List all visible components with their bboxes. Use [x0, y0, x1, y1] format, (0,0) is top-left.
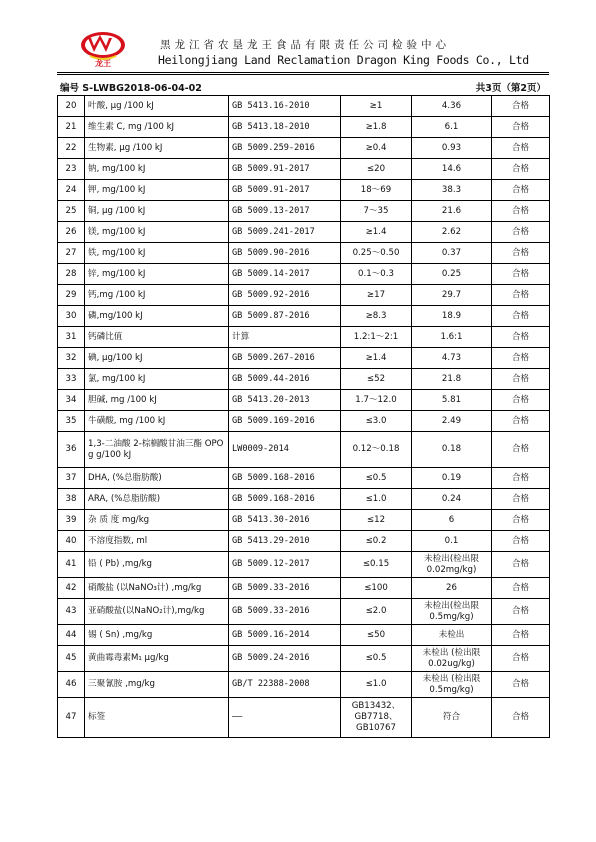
- row-number: 32: [58, 348, 85, 369]
- table-row: [58, 306, 550, 327]
- test-result: 21.6: [412, 201, 492, 222]
- test-result: 未检出: [412, 625, 492, 646]
- verdict: 合格: [492, 698, 550, 738]
- specification: 1.2:1～2:1: [341, 327, 412, 348]
- verdict: 合格: [492, 327, 550, 348]
- row-number: 46: [58, 672, 85, 698]
- specification: ≥8.3: [341, 306, 412, 327]
- row-number: 37: [58, 468, 85, 489]
- test-result: 未检出(检出限 0.5mg/kg): [412, 599, 492, 625]
- row-number: 41: [58, 552, 85, 578]
- row-number: 38: [58, 489, 85, 510]
- specification: ≤0.5: [341, 468, 412, 489]
- specification: ≤3.0: [341, 411, 412, 432]
- verdict: 合格: [492, 159, 550, 180]
- specification: ≤12: [341, 510, 412, 531]
- table-row: [58, 468, 550, 489]
- test-method: GB 5009.44-2016: [229, 369, 341, 390]
- item-name: 生物素, μg /100 kJ: [85, 138, 229, 159]
- specification: 0.1～0.3: [341, 264, 412, 285]
- table-row: [58, 138, 550, 159]
- table-row: [58, 348, 550, 369]
- test-method: GB 5413.29-2010: [229, 531, 341, 552]
- table-row: [58, 698, 550, 738]
- test-method: GB 5009.168-2016: [229, 468, 341, 489]
- test-result: 0.1: [412, 531, 492, 552]
- specification: ≤1.0: [341, 489, 412, 510]
- item-name: 胆碱, mg /100 kJ: [85, 390, 229, 411]
- row-number: 47: [58, 698, 85, 738]
- test-method: GB 5009.14-2017: [229, 264, 341, 285]
- specification: ≤2.0: [341, 599, 412, 625]
- test-method: GB 5413.30-2016: [229, 510, 341, 531]
- header-rule-top: [57, 72, 549, 73]
- table-row: [58, 96, 550, 117]
- test-result: 0.24: [412, 489, 492, 510]
- specification: GB13432、GB7718、GB10767: [341, 698, 412, 738]
- test-result: 38.3: [412, 180, 492, 201]
- test-result: 6.1: [412, 117, 492, 138]
- table-row: [58, 369, 550, 390]
- test-method: GB 5009.16-2014: [229, 625, 341, 646]
- verdict: 合格: [492, 625, 550, 646]
- verdict: 合格: [492, 201, 550, 222]
- row-number: 34: [58, 390, 85, 411]
- specification: ≤50: [341, 625, 412, 646]
- test-result: 1.6:1: [412, 327, 492, 348]
- table-row: [58, 646, 550, 672]
- document-number: 编号 S-LWBG2018-06-04-02: [60, 83, 202, 94]
- test-method: GB 5009.33-2016: [229, 599, 341, 625]
- test-results-table: [57, 95, 550, 738]
- test-result: 2.49: [412, 411, 492, 432]
- specification: 0.25～0.50: [341, 243, 412, 264]
- specification: 7～35: [341, 201, 412, 222]
- test-result: 29.7: [412, 285, 492, 306]
- verdict: 合格: [492, 222, 550, 243]
- table-row: [58, 285, 550, 306]
- table-row: [58, 264, 550, 285]
- test-result: 4.36: [412, 96, 492, 117]
- test-method: GB 5413.20-2013: [229, 390, 341, 411]
- item-name: 钾, mg/100 kJ: [85, 180, 229, 201]
- specification: ≤100: [341, 578, 412, 599]
- item-name: 亚硝酸盐(以NaNO₂计),mg/kg: [85, 599, 229, 625]
- row-number: 39: [58, 510, 85, 531]
- test-result: 2.62: [412, 222, 492, 243]
- row-number: 45: [58, 646, 85, 672]
- test-method: LW0009-2014: [229, 432, 341, 468]
- row-number: 26: [58, 222, 85, 243]
- verdict: 合格: [492, 531, 550, 552]
- specification: ≥1.8: [341, 117, 412, 138]
- test-method: GB/T 22388-2008: [229, 672, 341, 698]
- row-number: 30: [58, 306, 85, 327]
- table-row: [58, 672, 550, 698]
- test-result: 4.73: [412, 348, 492, 369]
- test-result: 未检出 (检出限 0.02ug/kg): [412, 646, 492, 672]
- row-number: 21: [58, 117, 85, 138]
- item-name: 杂 质 度 mg/kg: [85, 510, 229, 531]
- specification: ≤0.2: [341, 531, 412, 552]
- verdict: 合格: [492, 510, 550, 531]
- row-number: 31: [58, 327, 85, 348]
- verdict: 合格: [492, 180, 550, 201]
- verdict: 合格: [492, 264, 550, 285]
- verdict: 合格: [492, 390, 550, 411]
- row-number: 25: [58, 201, 85, 222]
- verdict: 合格: [492, 468, 550, 489]
- row-number: 22: [58, 138, 85, 159]
- test-result: 18.9: [412, 306, 492, 327]
- table-row: [58, 411, 550, 432]
- test-result: 26: [412, 578, 492, 599]
- test-result: 0.93: [412, 138, 492, 159]
- row-number: 28: [58, 264, 85, 285]
- item-name: 磷,mg/100 kJ: [85, 306, 229, 327]
- test-result: 0.18: [412, 432, 492, 468]
- test-result: 14.6: [412, 159, 492, 180]
- test-method: GB 5009.91-2017: [229, 159, 341, 180]
- verdict: 合格: [492, 138, 550, 159]
- test-result: 6: [412, 510, 492, 531]
- table-row: [58, 510, 550, 531]
- verdict: 合格: [492, 348, 550, 369]
- verdict: 合格: [492, 552, 550, 578]
- test-result: 0.19: [412, 468, 492, 489]
- table-row: [58, 489, 550, 510]
- row-number: 20: [58, 96, 85, 117]
- row-number: 24: [58, 180, 85, 201]
- item-name: 钙,mg /100 kJ: [85, 285, 229, 306]
- item-name: 标签: [85, 698, 229, 738]
- verdict: 合格: [492, 432, 550, 468]
- test-result: 符合: [412, 698, 492, 738]
- specification: ≤52: [341, 369, 412, 390]
- table-row: [58, 578, 550, 599]
- test-result: 未检出 (检出限 0.5mg/kg): [412, 672, 492, 698]
- org-name-cn: 黑龙江省农垦龙王食品有限责任公司检验中心: [160, 39, 450, 51]
- test-method: GB 5413.18-2010: [229, 117, 341, 138]
- table-row: [58, 552, 550, 578]
- table-row: [58, 599, 550, 625]
- test-method: GB 5009.168-2016: [229, 489, 341, 510]
- table-row: [58, 432, 550, 468]
- test-method: 计算: [229, 327, 341, 348]
- test-method: GB 5413.16-2010: [229, 96, 341, 117]
- item-name: 镁, mg/100 kJ: [85, 222, 229, 243]
- item-name: DHA, (%总脂肪酸): [85, 468, 229, 489]
- specification: ≤1.0: [341, 672, 412, 698]
- company-logo: [70, 29, 136, 67]
- test-method: GB 5009.13-2017: [229, 201, 341, 222]
- item-name: 锌, mg/100 kJ: [85, 264, 229, 285]
- verdict: 合格: [492, 96, 550, 117]
- row-number: 35: [58, 411, 85, 432]
- specification: ≤0.15: [341, 552, 412, 578]
- row-number: 23: [58, 159, 85, 180]
- item-name: 三聚氰胺 ,mg/kg: [85, 672, 229, 698]
- table-row: [58, 180, 550, 201]
- row-number: 33: [58, 369, 85, 390]
- table-row: [58, 201, 550, 222]
- item-name: 不溶度指数, ml: [85, 531, 229, 552]
- item-name: 氯, mg/100 kJ: [85, 369, 229, 390]
- table-row: [58, 531, 550, 552]
- verdict: 合格: [492, 672, 550, 698]
- item-name: 碘, μg/100 kJ: [85, 348, 229, 369]
- test-method: GB 5009.24-2016: [229, 646, 341, 672]
- item-name: 钠, mg/100 kJ: [85, 159, 229, 180]
- test-method: GB 5009.267-2016: [229, 348, 341, 369]
- table-row: [58, 159, 550, 180]
- verdict: 合格: [492, 578, 550, 599]
- table-row: [58, 117, 550, 138]
- row-number: 40: [58, 531, 85, 552]
- specification: 0.12～0.18: [341, 432, 412, 468]
- test-method: GB 5009.259-2016: [229, 138, 341, 159]
- test-method: GB 5009.92-2016: [229, 285, 341, 306]
- verdict: 合格: [492, 117, 550, 138]
- specification: ≥1.4: [341, 348, 412, 369]
- org-name-en: Heilongjiang Land Reclamation Dragon King Foods Co., Ltd: [158, 53, 529, 67]
- test-result: 0.37: [412, 243, 492, 264]
- verdict: 合格: [492, 306, 550, 327]
- page-number: 共3页（第2页）: [475, 83, 546, 94]
- item-name: 黄曲霉毒素M₁ μg/kg: [85, 646, 229, 672]
- verdict: 合格: [492, 243, 550, 264]
- specification: 18～69: [341, 180, 412, 201]
- row-number: 36: [58, 432, 85, 468]
- test-result: 21.8: [412, 369, 492, 390]
- item-name: 硝酸盐 (以NaNO₃计) ,mg/kg: [85, 578, 229, 599]
- verdict: 合格: [492, 646, 550, 672]
- verdict: 合格: [492, 369, 550, 390]
- verdict: 合格: [492, 285, 550, 306]
- item-name: 叶酸, μg /100 kJ: [85, 96, 229, 117]
- test-method: ——: [229, 698, 341, 738]
- verdict: 合格: [492, 411, 550, 432]
- test-results-body: [58, 96, 550, 738]
- test-method: GB 5009.90-2016: [229, 243, 341, 264]
- table-row: [58, 243, 550, 264]
- specification: ≤20: [341, 159, 412, 180]
- test-method: GB 5009.33-2016: [229, 578, 341, 599]
- specification: ≥17: [341, 285, 412, 306]
- test-method: GB 5009.87-2016: [229, 306, 341, 327]
- header-rule-bottom: [57, 74, 549, 75]
- item-name: 铜, μg /100 kJ: [85, 201, 229, 222]
- test-method: GB 5009.169-2016: [229, 411, 341, 432]
- specification: 1.7～12.0: [341, 390, 412, 411]
- table-row: [58, 222, 550, 243]
- row-number: 43: [58, 599, 85, 625]
- test-result: 0.25: [412, 264, 492, 285]
- item-name: 钙磷比值: [85, 327, 229, 348]
- row-number: 44: [58, 625, 85, 646]
- table-row: [58, 625, 550, 646]
- specification: ≥1: [341, 96, 412, 117]
- specification: ≥1.4: [341, 222, 412, 243]
- test-method: GB 5009.12-2017: [229, 552, 341, 578]
- specification: ≥0.4: [341, 138, 412, 159]
- row-number: 42: [58, 578, 85, 599]
- row-number: 27: [58, 243, 85, 264]
- item-name: 铁, mg/100 kJ: [85, 243, 229, 264]
- table-row: [58, 327, 550, 348]
- test-method: GB 5009.241-2017: [229, 222, 341, 243]
- test-method: GB 5009.91-2017: [229, 180, 341, 201]
- specification: ≤0.5: [341, 646, 412, 672]
- row-number: 29: [58, 285, 85, 306]
- item-name: ARA, (%总脂肪酸): [85, 489, 229, 510]
- test-result: 5.81: [412, 390, 492, 411]
- item-name: 维生素 C, mg /100 kJ: [85, 117, 229, 138]
- item-name: 锡 ( Sn) ,mg/kg: [85, 625, 229, 646]
- verdict: 合格: [492, 599, 550, 625]
- item-name: 1,3-二油酸 2-棕榈酸甘油三酯 OPO g g/100 kJ: [85, 432, 229, 468]
- item-name: 牛磺酸, mg /100 kJ: [85, 411, 229, 432]
- table-row: [58, 390, 550, 411]
- item-name: 铅 ( Pb) ,mg/kg: [85, 552, 229, 578]
- test-result: 未检出(检出限 0.02mg/kg): [412, 552, 492, 578]
- verdict: 合格: [492, 489, 550, 510]
- logo-text: 龙王: [95, 59, 111, 67]
